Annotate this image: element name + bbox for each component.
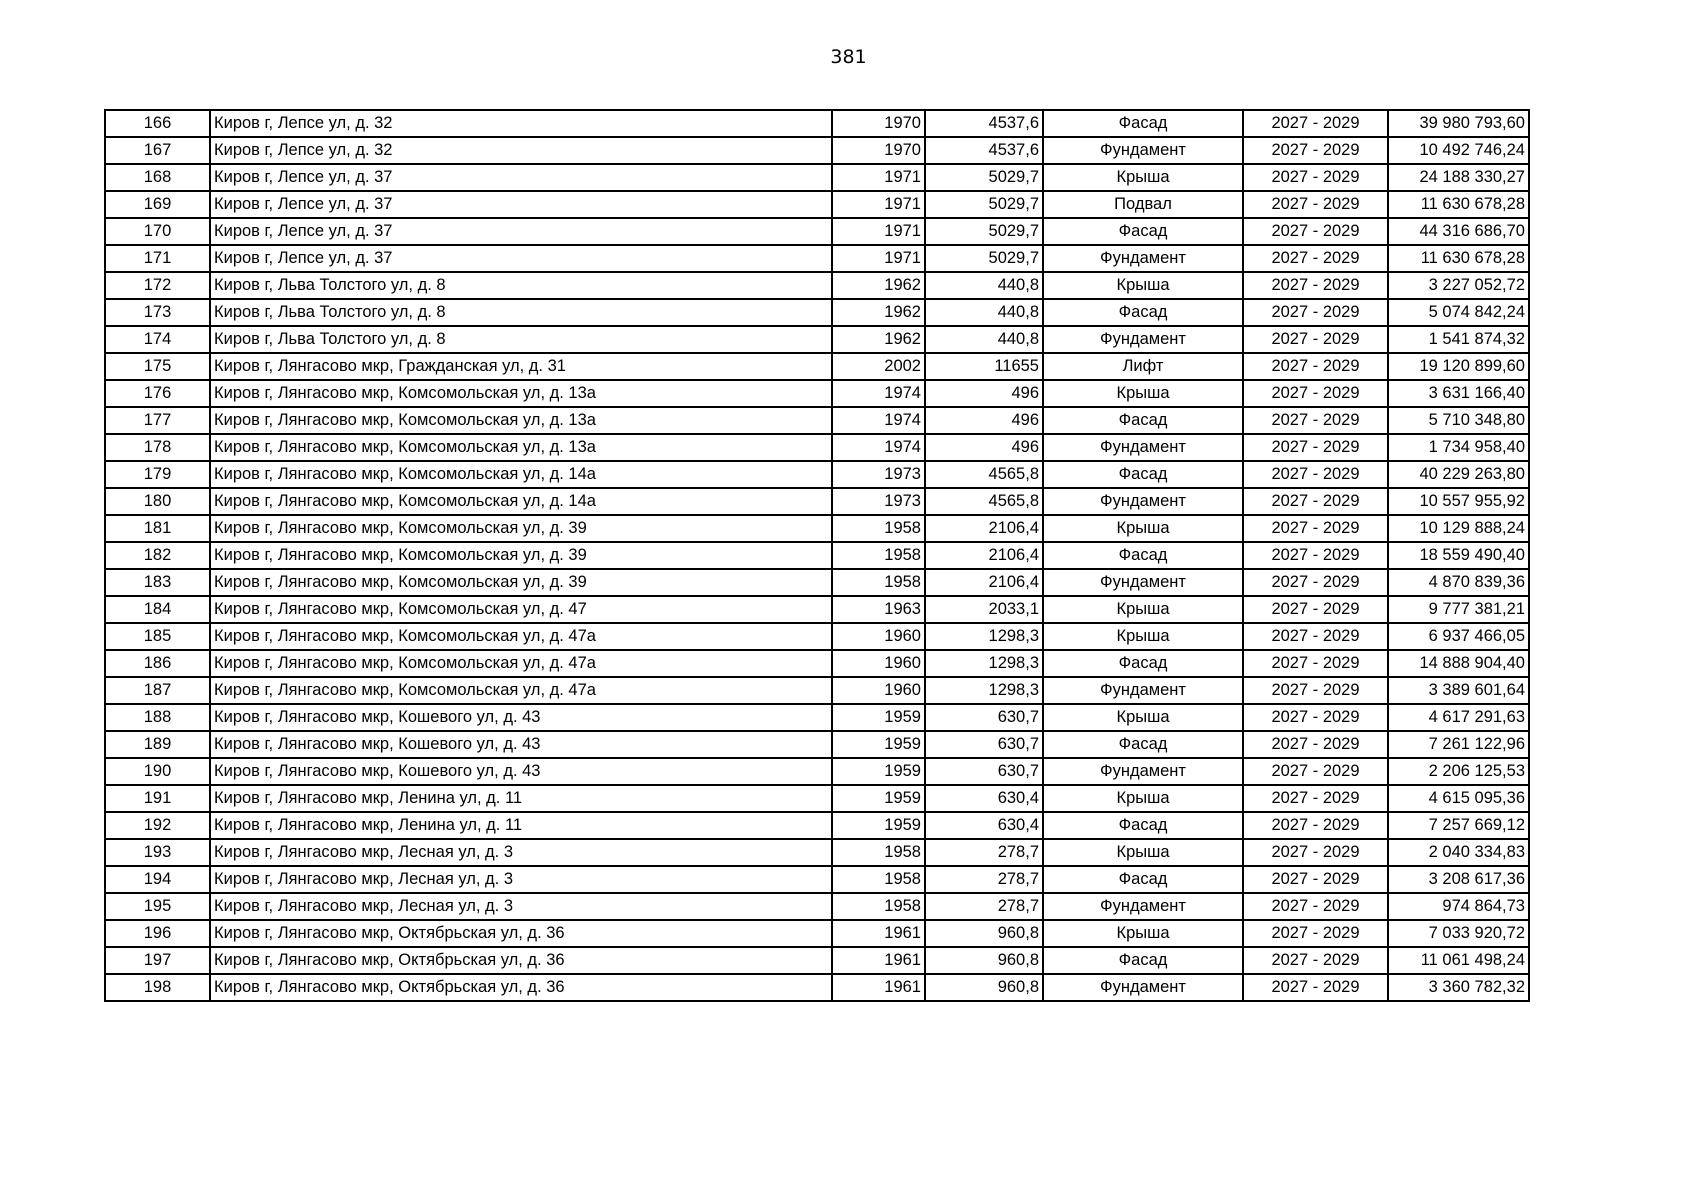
table-row [105, 461, 1529, 488]
row-number-cell: 179 [105, 461, 210, 488]
cost-cell: 3 389 601,64 [1388, 677, 1529, 704]
period-cell: 2027 - 2029 [1243, 218, 1388, 245]
address-cell: Киров г, Лянгасово мкр, Ленина ул, д. 11 [210, 785, 832, 812]
row-number-cell: 174 [105, 326, 210, 353]
build-year-cell: 1962 [832, 272, 925, 299]
period-cell: 2027 - 2029 [1243, 380, 1388, 407]
cost-cell: 7 261 122,96 [1388, 731, 1529, 758]
row-number-cell: 186 [105, 650, 210, 677]
address-cell: Киров г, Лянгасово мкр, Ленина ул, д. 11 [210, 812, 832, 839]
cost-cell: 14 888 904,40 [1388, 650, 1529, 677]
row-number-cell: 185 [105, 623, 210, 650]
table-row [105, 731, 1529, 758]
work-type-cell: Фундамент [1043, 488, 1243, 515]
row-number-cell: 187 [105, 677, 210, 704]
area-cell: 630,4 [925, 812, 1043, 839]
address-cell: Киров г, Лянгасово мкр, Комсомольская ул, д. 47а [210, 623, 832, 650]
work-type-cell: Фундамент [1043, 434, 1243, 461]
row-number-cell: 173 [105, 299, 210, 326]
build-year-cell: 1970 [832, 110, 925, 137]
period-cell: 2027 - 2029 [1243, 650, 1388, 677]
row-number-cell: 175 [105, 353, 210, 380]
table-row [105, 515, 1529, 542]
row-number-cell: 178 [105, 434, 210, 461]
address-cell: Киров г, Лянгасово мкр, Комсомольская ул, д. 47а [210, 677, 832, 704]
period-cell: 2027 - 2029 [1243, 542, 1388, 569]
table-row [105, 569, 1529, 596]
row-number-cell: 166 [105, 110, 210, 137]
cost-cell: 3 360 782,32 [1388, 974, 1529, 1001]
cost-cell: 11 630 678,28 [1388, 191, 1529, 218]
table-row [105, 785, 1529, 812]
area-cell: 2033,1 [925, 596, 1043, 623]
table-row [105, 758, 1529, 785]
area-cell: 440,8 [925, 272, 1043, 299]
row-number-cell: 169 [105, 191, 210, 218]
row-number-cell: 198 [105, 974, 210, 1001]
build-year-cell: 1962 [832, 299, 925, 326]
table-row [105, 920, 1529, 947]
area-cell: 960,8 [925, 920, 1043, 947]
period-cell: 2027 - 2029 [1243, 596, 1388, 623]
build-year-cell: 1961 [832, 947, 925, 974]
address-cell: Киров г, Лянгасово мкр, Октябрьская ул, д. 36 [210, 974, 832, 1001]
cost-cell: 3 227 052,72 [1388, 272, 1529, 299]
period-cell: 2027 - 2029 [1243, 407, 1388, 434]
build-year-cell: 1971 [832, 245, 925, 272]
row-number-cell: 183 [105, 569, 210, 596]
table-row [105, 380, 1529, 407]
period-cell: 2027 - 2029 [1243, 623, 1388, 650]
build-year-cell: 1971 [832, 191, 925, 218]
period-cell: 2027 - 2029 [1243, 947, 1388, 974]
address-cell: Киров г, Лянгасово мкр, Комсомольская ул, д. 13а [210, 434, 832, 461]
area-cell: 2106,4 [925, 542, 1043, 569]
page-number: 381 [830, 46, 867, 68]
period-cell: 2027 - 2029 [1243, 299, 1388, 326]
work-type-cell: Фасад [1043, 947, 1243, 974]
area-cell: 4537,6 [925, 137, 1043, 164]
address-cell: Киров г, Лянгасово мкр, Лесная ул, д. 3 [210, 893, 832, 920]
address-cell: Киров г, Лепсе ул, д. 32 [210, 110, 832, 137]
address-cell: Киров г, Лянгасово мкр, Комсомольская ул, д. 39 [210, 542, 832, 569]
work-type-cell: Фасад [1043, 650, 1243, 677]
work-type-cell: Крыша [1043, 920, 1243, 947]
area-cell: 1298,3 [925, 650, 1043, 677]
period-cell: 2027 - 2029 [1243, 704, 1388, 731]
work-type-cell: Фундамент [1043, 893, 1243, 920]
table-row [105, 839, 1529, 866]
work-type-cell: Фундамент [1043, 758, 1243, 785]
row-number-cell: 192 [105, 812, 210, 839]
period-cell: 2027 - 2029 [1243, 839, 1388, 866]
area-cell: 960,8 [925, 947, 1043, 974]
table-row [105, 650, 1529, 677]
work-type-cell: Фасад [1043, 461, 1243, 488]
row-number-cell: 172 [105, 272, 210, 299]
address-cell: Киров г, Льва Толстого ул, д. 8 [210, 326, 832, 353]
area-cell: 440,8 [925, 326, 1043, 353]
row-number-cell: 193 [105, 839, 210, 866]
work-type-cell: Фасад [1043, 218, 1243, 245]
work-type-cell: Фундамент [1043, 245, 1243, 272]
table-row [105, 866, 1529, 893]
work-type-cell: Крыша [1043, 164, 1243, 191]
work-type-cell: Фасад [1043, 110, 1243, 137]
table-row [105, 164, 1529, 191]
work-type-cell: Фундамент [1043, 677, 1243, 704]
row-number-cell: 181 [105, 515, 210, 542]
work-type-cell: Крыша [1043, 515, 1243, 542]
period-cell: 2027 - 2029 [1243, 569, 1388, 596]
cost-cell: 5 074 842,24 [1388, 299, 1529, 326]
row-number-cell: 180 [105, 488, 210, 515]
table-row [105, 893, 1529, 920]
area-cell: 5029,7 [925, 164, 1043, 191]
area-cell: 5029,7 [925, 245, 1043, 272]
address-cell: Киров г, Лепсе ул, д. 37 [210, 191, 832, 218]
build-year-cell: 1961 [832, 974, 925, 1001]
cost-cell: 974 864,73 [1388, 893, 1529, 920]
table-row [105, 974, 1529, 1001]
row-number-cell: 195 [105, 893, 210, 920]
build-year-cell: 1960 [832, 650, 925, 677]
cost-cell: 4 870 839,36 [1388, 569, 1529, 596]
area-cell: 630,7 [925, 758, 1043, 785]
table-row [105, 623, 1529, 650]
address-cell: Киров г, Лепсе ул, д. 37 [210, 245, 832, 272]
cost-cell: 19 120 899,60 [1388, 353, 1529, 380]
area-cell: 4537,6 [925, 110, 1043, 137]
work-type-cell: Крыша [1043, 704, 1243, 731]
work-type-cell: Фундамент [1043, 137, 1243, 164]
address-cell: Киров г, Лянгасово мкр, Комсомольская ул, д. 14а [210, 461, 832, 488]
area-cell: 496 [925, 434, 1043, 461]
area-cell: 5029,7 [925, 191, 1043, 218]
row-number-cell: 168 [105, 164, 210, 191]
cost-cell: 7 257 669,12 [1388, 812, 1529, 839]
period-cell: 2027 - 2029 [1243, 515, 1388, 542]
work-type-cell: Крыша [1043, 839, 1243, 866]
table-row [105, 353, 1529, 380]
work-type-cell: Фасад [1043, 407, 1243, 434]
area-cell: 4565,8 [925, 488, 1043, 515]
period-cell: 2027 - 2029 [1243, 488, 1388, 515]
cost-cell: 11 630 678,28 [1388, 245, 1529, 272]
cost-cell: 3 208 617,36 [1388, 866, 1529, 893]
cost-cell: 9 777 381,21 [1388, 596, 1529, 623]
period-cell: 2027 - 2029 [1243, 164, 1388, 191]
cost-cell: 10 129 888,24 [1388, 515, 1529, 542]
address-cell: Киров г, Лянгасово мкр, Комсомольская ул, д. 39 [210, 569, 832, 596]
period-cell: 2027 - 2029 [1243, 326, 1388, 353]
table-row [105, 947, 1529, 974]
area-cell: 278,7 [925, 893, 1043, 920]
table-row [105, 596, 1529, 623]
address-cell: Киров г, Лянгасово мкр, Октябрьская ул, д. 36 [210, 947, 832, 974]
table-row [105, 488, 1529, 515]
row-number-cell: 167 [105, 137, 210, 164]
period-cell: 2027 - 2029 [1243, 785, 1388, 812]
work-type-cell: Фасад [1043, 731, 1243, 758]
cost-cell: 3 631 166,40 [1388, 380, 1529, 407]
area-cell: 630,4 [925, 785, 1043, 812]
work-type-cell: Фундамент [1043, 569, 1243, 596]
table-row [105, 299, 1529, 326]
build-year-cell: 1961 [832, 920, 925, 947]
period-cell: 2027 - 2029 [1243, 974, 1388, 1001]
address-cell: Киров г, Лянгасово мкр, Комсомольская ул, д. 39 [210, 515, 832, 542]
cost-cell: 10 557 955,92 [1388, 488, 1529, 515]
period-cell: 2027 - 2029 [1243, 812, 1388, 839]
address-cell: Киров г, Лянгасово мкр, Комсомольская ул, д. 47 [210, 596, 832, 623]
row-number-cell: 177 [105, 407, 210, 434]
table-row [105, 704, 1529, 731]
table-row [105, 245, 1529, 272]
work-type-cell: Фасад [1043, 812, 1243, 839]
address-cell: Киров г, Лянгасово мкр, Комсомольская ул, д. 13а [210, 380, 832, 407]
row-number-cell: 182 [105, 542, 210, 569]
period-cell: 2027 - 2029 [1243, 893, 1388, 920]
cost-cell: 2 040 334,83 [1388, 839, 1529, 866]
area-cell: 440,8 [925, 299, 1043, 326]
cost-cell: 18 559 490,40 [1388, 542, 1529, 569]
work-type-cell: Фасад [1043, 542, 1243, 569]
address-cell: Киров г, Лянгасово мкр, Комсомольская ул, д. 47а [210, 650, 832, 677]
area-cell: 278,7 [925, 839, 1043, 866]
build-year-cell: 1958 [832, 839, 925, 866]
row-number-cell: 190 [105, 758, 210, 785]
work-type-cell: Подвал [1043, 191, 1243, 218]
area-cell: 1298,3 [925, 677, 1043, 704]
cost-cell: 39 980 793,60 [1388, 110, 1529, 137]
build-year-cell: 1963 [832, 596, 925, 623]
build-year-cell: 1959 [832, 704, 925, 731]
repair-schedule-table [104, 109, 1530, 1002]
build-year-cell: 1958 [832, 542, 925, 569]
area-cell: 5029,7 [925, 218, 1043, 245]
address-cell: Киров г, Льва Толстого ул, д. 8 [210, 272, 832, 299]
table-row [105, 812, 1529, 839]
row-number-cell: 170 [105, 218, 210, 245]
address-cell: Киров г, Лепсе ул, д. 37 [210, 218, 832, 245]
period-cell: 2027 - 2029 [1243, 731, 1388, 758]
period-cell: 2027 - 2029 [1243, 758, 1388, 785]
cost-cell: 2 206 125,53 [1388, 758, 1529, 785]
row-number-cell: 196 [105, 920, 210, 947]
period-cell: 2027 - 2029 [1243, 434, 1388, 461]
work-type-cell: Фундамент [1043, 974, 1243, 1001]
address-cell: Киров г, Лепсе ул, д. 32 [210, 137, 832, 164]
build-year-cell: 1974 [832, 380, 925, 407]
build-year-cell: 1959 [832, 731, 925, 758]
work-type-cell: Крыша [1043, 272, 1243, 299]
build-year-cell: 1973 [832, 461, 925, 488]
build-year-cell: 1959 [832, 758, 925, 785]
cost-cell: 44 316 686,70 [1388, 218, 1529, 245]
cost-cell: 10 492 746,24 [1388, 137, 1529, 164]
address-cell: Киров г, Лянгасово мкр, Кошевого ул, д. 43 [210, 758, 832, 785]
cost-cell: 7 033 920,72 [1388, 920, 1529, 947]
build-year-cell: 1970 [832, 137, 925, 164]
row-number-cell: 189 [105, 731, 210, 758]
build-year-cell: 1962 [832, 326, 925, 353]
area-cell: 630,7 [925, 704, 1043, 731]
period-cell: 2027 - 2029 [1243, 920, 1388, 947]
build-year-cell: 1958 [832, 569, 925, 596]
work-type-cell: Крыша [1043, 380, 1243, 407]
address-cell: Киров г, Лянгасово мкр, Комсомольская ул, д. 13а [210, 407, 832, 434]
address-cell: Киров г, Льва Толстого ул, д. 8 [210, 299, 832, 326]
work-type-cell: Фасад [1043, 299, 1243, 326]
area-cell: 4565,8 [925, 461, 1043, 488]
address-cell: Киров г, Лянгасово мкр, Кошевого ул, д. 43 [210, 704, 832, 731]
build-year-cell: 1960 [832, 677, 925, 704]
area-cell: 496 [925, 380, 1043, 407]
area-cell: 496 [925, 407, 1043, 434]
cost-cell: 11 061 498,24 [1388, 947, 1529, 974]
table-row [105, 542, 1529, 569]
build-year-cell: 1958 [832, 866, 925, 893]
address-cell: Киров г, Лянгасово мкр, Кошевого ул, д. 43 [210, 731, 832, 758]
build-year-cell: 1973 [832, 488, 925, 515]
build-year-cell: 2002 [832, 353, 925, 380]
row-number-cell: 197 [105, 947, 210, 974]
cost-cell: 1 734 958,40 [1388, 434, 1529, 461]
area-cell: 2106,4 [925, 569, 1043, 596]
table-row [105, 434, 1529, 461]
period-cell: 2027 - 2029 [1243, 110, 1388, 137]
table-row [105, 191, 1529, 218]
area-cell: 960,8 [925, 974, 1043, 1001]
row-number-cell: 171 [105, 245, 210, 272]
area-cell: 630,7 [925, 731, 1043, 758]
address-cell: Киров г, Лянгасово мкр, Октябрьская ул, д. 36 [210, 920, 832, 947]
cost-cell: 6 937 466,05 [1388, 623, 1529, 650]
area-cell: 278,7 [925, 866, 1043, 893]
area-cell: 2106,4 [925, 515, 1043, 542]
build-year-cell: 1959 [832, 785, 925, 812]
table-row [105, 272, 1529, 299]
period-cell: 2027 - 2029 [1243, 677, 1388, 704]
row-number-cell: 188 [105, 704, 210, 731]
cost-cell: 24 188 330,27 [1388, 164, 1529, 191]
row-number-cell: 176 [105, 380, 210, 407]
table-row [105, 407, 1529, 434]
period-cell: 2027 - 2029 [1243, 191, 1388, 218]
period-cell: 2027 - 2029 [1243, 137, 1388, 164]
address-cell: Киров г, Лянгасово мкр, Комсомольская ул, д. 14а [210, 488, 832, 515]
cost-cell: 40 229 263,80 [1388, 461, 1529, 488]
period-cell: 2027 - 2029 [1243, 866, 1388, 893]
cost-cell: 1 541 874,32 [1388, 326, 1529, 353]
address-cell: Киров г, Лянгасово мкр, Лесная ул, д. 3 [210, 839, 832, 866]
work-type-cell: Фасад [1043, 866, 1243, 893]
table-row [105, 218, 1529, 245]
work-type-cell: Крыша [1043, 785, 1243, 812]
period-cell: 2027 - 2029 [1243, 353, 1388, 380]
table-row [105, 110, 1529, 137]
address-cell: Киров г, Лепсе ул, д. 37 [210, 164, 832, 191]
build-year-cell: 1958 [832, 893, 925, 920]
work-type-cell: Крыша [1043, 623, 1243, 650]
build-year-cell: 1971 [832, 218, 925, 245]
area-cell: 11655 [925, 353, 1043, 380]
build-year-cell: 1971 [832, 164, 925, 191]
period-cell: 2027 - 2029 [1243, 272, 1388, 299]
cost-cell: 5 710 348,80 [1388, 407, 1529, 434]
cost-cell: 4 617 291,63 [1388, 704, 1529, 731]
build-year-cell: 1974 [832, 434, 925, 461]
build-year-cell: 1960 [832, 623, 925, 650]
address-cell: Киров г, Лянгасово мкр, Лесная ул, д. 3 [210, 866, 832, 893]
cost-cell: 4 615 095,36 [1388, 785, 1529, 812]
area-cell: 1298,3 [925, 623, 1043, 650]
work-type-cell: Крыша [1043, 596, 1243, 623]
work-type-cell: Фундамент [1043, 326, 1243, 353]
build-year-cell: 1959 [832, 812, 925, 839]
period-cell: 2027 - 2029 [1243, 245, 1388, 272]
table-body [105, 110, 1529, 1001]
work-type-cell: Лифт [1043, 353, 1243, 380]
build-year-cell: 1958 [832, 515, 925, 542]
row-number-cell: 194 [105, 866, 210, 893]
period-cell: 2027 - 2029 [1243, 461, 1388, 488]
row-number-cell: 191 [105, 785, 210, 812]
address-cell: Киров г, Лянгасово мкр, Гражданская ул, д. 31 [210, 353, 832, 380]
table-row [105, 137, 1529, 164]
build-year-cell: 1974 [832, 407, 925, 434]
table-row [105, 326, 1529, 353]
row-number-cell: 184 [105, 596, 210, 623]
table-row [105, 677, 1529, 704]
